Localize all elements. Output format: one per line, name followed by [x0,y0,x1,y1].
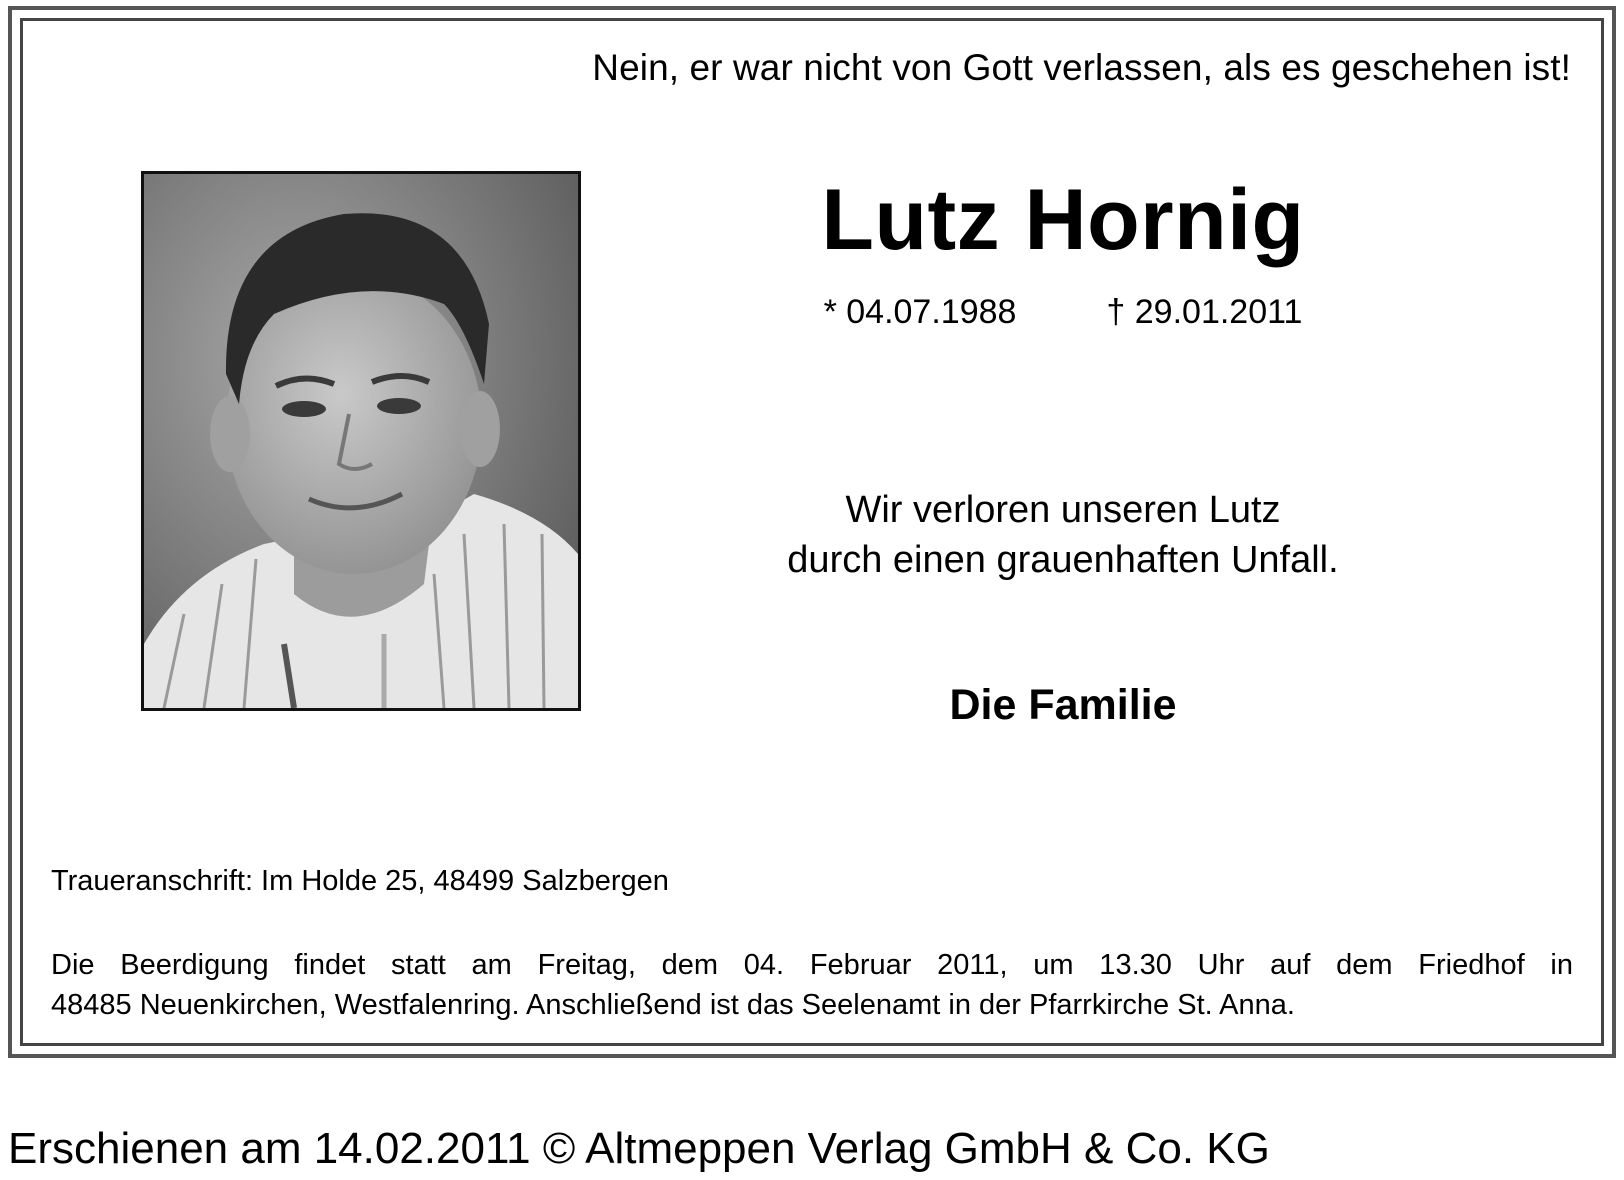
notice-frame-inner [20,18,1604,1046]
mourning-address: Traueranschrift: Im Holde 25, 48499 Salzbergen [51,865,669,897]
funeral-line-2: 48485 Neuenkirchen, Westfalenring. Anschließend ist das Seelenamt in der Pfarrkirche St. Anna. [51,989,1295,1021]
family-signature: Die Familie [949,681,1177,729]
deceased-name: Lutz Hornig [821,172,1305,268]
notice-frame-outer [8,6,1616,1058]
loss-line-2: durch einen grauenhaften Unfall. [787,539,1339,581]
portrait-photo [141,171,581,711]
loss-line-1: Wir verloren unseren Lutz [845,489,1281,531]
birth-date: * 04.07.1988 [823,293,1017,331]
publication-footer: Erschienen am 14.02.2011 © Altmeppen Verlag GmbH & Co. KG [8,1124,1270,1173]
loss-message [593,485,1533,585]
life-dates [593,293,1533,332]
motto-text: Nein, er war nicht von Gott verlassen, als es geschehen ist! [592,47,1571,88]
death-date: † 29.01.2011 [1106,293,1303,331]
funeral-line-1: Die Beerdigung findet statt am Freitag, dem 04. Februar 2011, um 13.30 Uhr auf dem Friedhof in [51,949,1573,981]
funeral-details [51,945,1573,1025]
